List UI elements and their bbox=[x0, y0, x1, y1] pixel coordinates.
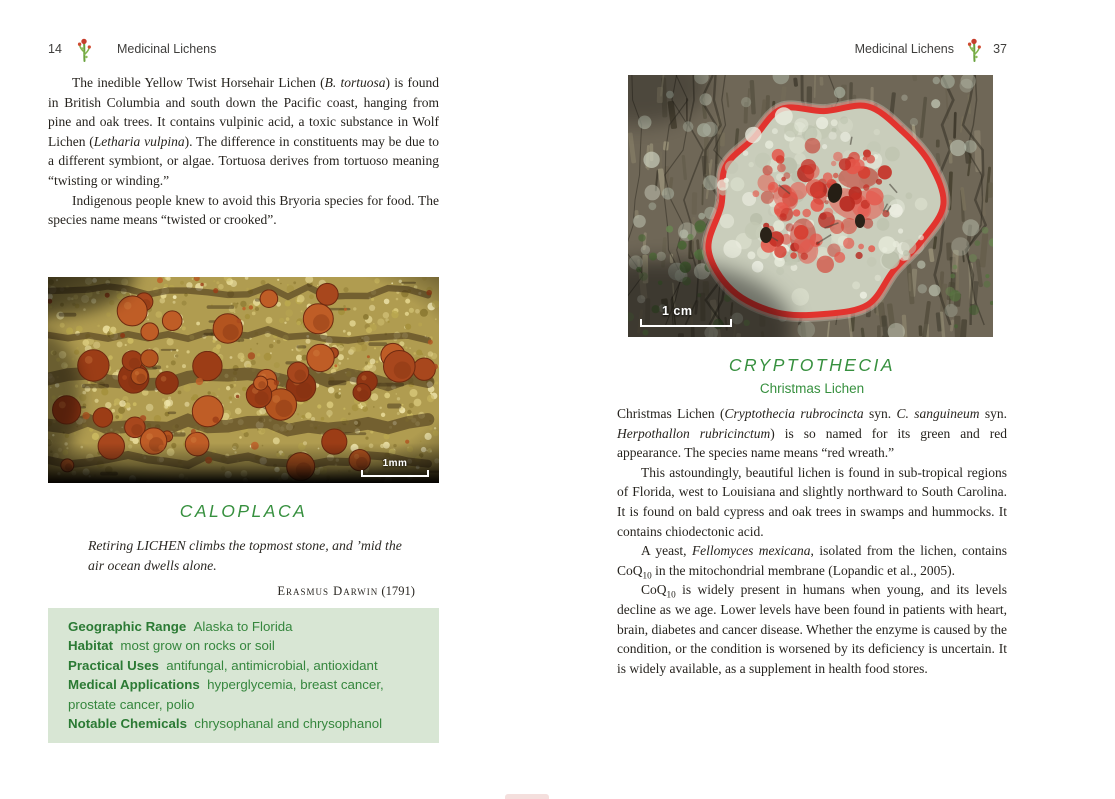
paragraph: Christmas Lichen (Cryptothecia rubrocincta syn. C. sanguineum syn. Herpothallon rubricinctum) is so named for its green and red appearance. The species name means “red wreath.” bbox=[617, 406, 1007, 461]
info-row bbox=[68, 617, 421, 636]
paragraph: CoQ$_{10}$ is widely present in humans when young, and its levels decline as we age. Lower levels have been found in patients with heart, brain, diabetes and cancer disease. Whether the enzyme is caused by the condition, or the condition is worsened by its deficiency is uncertain. It is widely available, as a supplement in health food stores. bbox=[617, 582, 1007, 676]
scale-bar-label: 1 cm bbox=[662, 304, 693, 318]
caloplaca-photo bbox=[48, 277, 439, 483]
body-text-right bbox=[617, 404, 1007, 678]
quote-attribution-name: Erasmus Darwin bbox=[277, 584, 379, 598]
running-header-title-right: Medicinal Lichens bbox=[854, 42, 954, 56]
page-header-right bbox=[855, 36, 1007, 62]
paragraph: A yeast, Fellomyces mexicana, isolated from the lichen, contains CoQ$_{10}$ in the mitochondrial membrane (Lopandic et al., 2005). bbox=[617, 543, 1008, 581]
info-label: Notable Chemicals bbox=[68, 716, 187, 732]
info-value: chrysophanal and chrysophanol bbox=[194, 716, 383, 732]
quote-attribution-year: (1791) bbox=[378, 584, 415, 598]
genus-heading-cryptothecia: CRYPTOTHECIA bbox=[728, 355, 896, 375]
scale-bar-left bbox=[361, 458, 429, 477]
quote-text bbox=[88, 536, 423, 576]
paragraph: This astoundingly, beautiful lichen is found in sub-tropical regions of Florida, west to Louisiana and slightly northward to South Carolina. It is found on bald cypress and oak trees in swamps and hummocks. It contains chiodectonic acid. bbox=[617, 464, 1007, 539]
caloplaca-photo-illustration bbox=[48, 277, 439, 483]
info-row bbox=[68, 636, 421, 655]
quote-attribution bbox=[88, 581, 423, 601]
paragraph: The inedible Yellow Twist Horsehair Lichen (B. tortuosa) is found in British Columbia and south down the Pacific coast, hanging from pine and oak trees. It contains vulpinic acid, a toxic substance in Wolf Lichen (Letharia vulpina). The difference in constituents may be due to a different symbiont, or algae. Tortuosa derives from tortuoso meaning “twisting or winding.” bbox=[48, 75, 440, 188]
info-label: Habitat bbox=[68, 638, 114, 654]
next-page-figure-edge bbox=[505, 794, 549, 799]
info-label: Practical Uses bbox=[68, 657, 159, 673]
lichen-sprig-icon bbox=[966, 36, 983, 62]
christmas-lichen-photo-illustration bbox=[628, 75, 993, 337]
info-label: Geographic Range bbox=[68, 619, 187, 634]
info-value: Alaska to Florida bbox=[193, 619, 293, 634]
species-info-box bbox=[48, 608, 439, 743]
scale-bar-label: 1mm bbox=[382, 458, 408, 469]
quote-line: air ocean dwells alone. bbox=[88, 558, 217, 573]
info-row bbox=[68, 656, 421, 675]
info-label: Medical Applications bbox=[68, 677, 200, 693]
species-subtitle: Christmas Lichen bbox=[759, 381, 865, 396]
epigraph-quote bbox=[88, 536, 423, 601]
info-row bbox=[68, 714, 421, 733]
page-header-left bbox=[48, 36, 216, 62]
christmas-lichen-photo bbox=[628, 75, 993, 337]
body-text-left bbox=[48, 73, 439, 230]
page-number-left: 14 bbox=[48, 42, 62, 56]
running-header-title-left: Medicinal Lichens bbox=[117, 42, 217, 56]
info-value: hyperglycemia, breast cancer, prostate cancer, polio bbox=[68, 677, 384, 712]
genus-heading-caloplaca: CALOPLACA bbox=[179, 501, 308, 521]
scale-bar-line bbox=[361, 470, 429, 477]
paragraph: Indigenous people knew to avoid this Bryoria species for food. The species name means “twisted or crooked”. bbox=[48, 192, 439, 228]
scale-bar-line bbox=[640, 319, 732, 327]
info-value: most grow on rocks or soil bbox=[120, 638, 275, 654]
info-row bbox=[68, 675, 421, 714]
lichen-sprig-icon bbox=[76, 36, 93, 62]
page-number-right: 37 bbox=[993, 42, 1007, 56]
info-value: antifungal, antimicrobial, antioxidant bbox=[166, 657, 378, 673]
quote-line: Retiring LICHEN climbs the topmost stone, and ’mid the bbox=[88, 538, 402, 553]
scale-bar-right bbox=[640, 304, 732, 327]
